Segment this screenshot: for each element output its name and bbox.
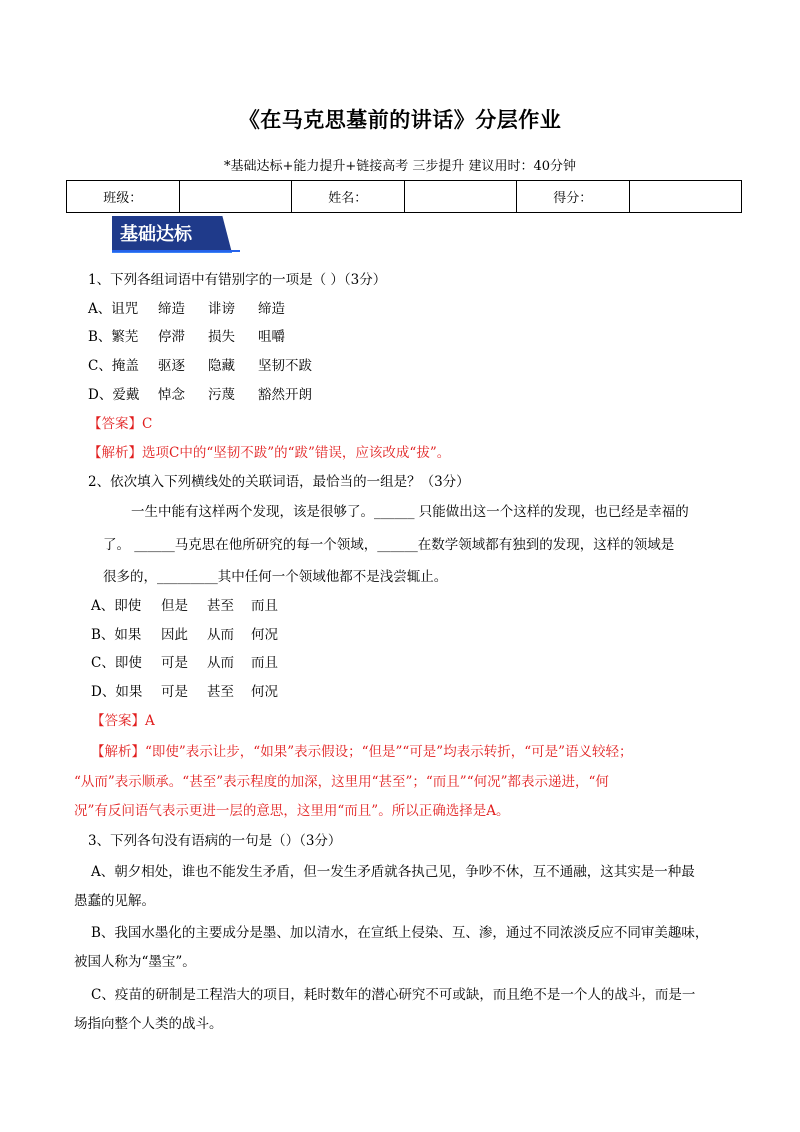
q2-b-0: B、如果	[91, 627, 142, 643]
name-field[interactable]	[404, 181, 517, 213]
info-table	[66, 180, 742, 213]
q1-a-0: A、诅咒	[88, 301, 139, 317]
q2-analysis-line-2: “从而”表示顺承。“甚至”表示程度的加深，这里用“甚至”；“而且”“何况”都表示递进，“何	[74, 774, 609, 790]
q2-b-2: 从而	[207, 627, 234, 643]
q2-b-1: 因此	[161, 627, 188, 643]
q1-answer	[88, 412, 152, 432]
page-title: 《在马克思墓前的讲话》分层作业	[238, 108, 562, 132]
q1-answer-tag: 【答案】	[88, 416, 142, 432]
q2-answer-value: A	[145, 713, 155, 729]
q2-c-0: C、即使	[91, 655, 142, 671]
q1-d-1: 悼念	[158, 387, 185, 403]
q2-answer-tag: 【答案】	[91, 713, 145, 729]
q1-c-1: 驱逐	[158, 358, 185, 374]
page-subtitle: *基础达标+能力提升+链接高考 三步提升 建议用时：40分钟	[223, 159, 577, 174]
q1-a-1: 缔造	[158, 301, 185, 317]
q2-b-3: 何况	[251, 627, 278, 643]
score-label: 得分：	[517, 181, 630, 213]
q2-d-3: 何况	[251, 684, 278, 700]
section-underline	[112, 250, 240, 252]
q2-c-1: 可是	[161, 655, 188, 671]
q2-a-3: 而且	[251, 598, 278, 614]
q1-c-0: C、掩盖	[88, 358, 139, 374]
q3-option-b-line-2: 被国人称为“墨宝”。	[74, 954, 196, 970]
class-field[interactable]	[179, 181, 292, 213]
q1-analysis-text: 选项C中的“坚韧不跋”的“跋”错误，应该改成“拔”。	[142, 445, 451, 461]
q2-passage-line-1: 一生中能有这样两个发现，该是很够了。______ 只能做出这一个这样的发现，也已经是幸福的	[131, 504, 689, 520]
q1-b-3: 咀嚼	[258, 329, 285, 345]
name-label: 姓名：	[292, 181, 405, 213]
q1-d-0: D、爱戴	[88, 387, 140, 403]
q1-answer-value: C	[142, 416, 153, 432]
q2-a-0: A、即使	[91, 598, 142, 614]
q1-stem: 1、下列各组词语中有错别字的一项是（ ）（3分）	[88, 272, 387, 288]
q2-passage-line-2: 了。 ______马克思在他所研究的每一个领域，______在数学领域都有独到的发现，这样的领域是	[103, 537, 675, 553]
q1-b-0: B、繁芜	[88, 329, 139, 345]
q2-analysis-text-1: “即使”表示让步，“如果”表示假设；“但是”“可是”均表示转折，“可是”语义较轻；	[145, 744, 633, 760]
q2-stem: 2、依次填入下列横线处的关联词语，最恰当的一组是？（3分）	[88, 474, 470, 490]
q2-a-2: 甚至	[207, 598, 234, 614]
q2-analysis-line-3: 况”有反问语气表示更进一层的意思，这里用“而且”。所以正确选择是A。	[74, 803, 510, 819]
q1-c-2: 隐藏	[208, 358, 235, 374]
q1-a-3: 缔造	[258, 301, 285, 317]
q3-option-c-line-2: 场指向整个人类的战斗。	[74, 1016, 223, 1032]
q1-analysis-tag: 【解析】	[88, 445, 142, 461]
score-field[interactable]	[629, 181, 742, 213]
q1-analysis	[88, 441, 450, 461]
q2-d-0: D、如果	[91, 684, 143, 700]
q2-passage-line-3: 很多的，_________其中任何一个领域他都不是浅尝辄止。	[103, 569, 448, 585]
q1-b-1: 停滞	[158, 329, 185, 345]
q3-option-a-line-2: 愚蠢的见解。	[74, 893, 155, 909]
q3-option-b-line-1: B、我国水墨化的主要成分是墨、加以清水，在宣纸上侵染、互、渗，通过不同浓淡反应不同审美趣味，	[91, 925, 709, 941]
q2-analysis-line-1	[91, 740, 633, 760]
q1-d-3: 豁然开朗	[258, 387, 312, 403]
q2-d-1: 可是	[161, 684, 188, 700]
q3-option-a-line-1: A、朝夕相处，谁也不能发生矛盾，但一发生矛盾就各执己见，争吵不休，互不通融，这其实是一种最	[91, 864, 695, 880]
class-label: 班级：	[67, 181, 180, 213]
q1-d-2: 污蔑	[208, 387, 235, 403]
q2-a-1: 但是	[161, 598, 188, 614]
q1-a-2: 诽谤	[208, 301, 235, 317]
q1-c-3: 坚韧不跋	[258, 358, 312, 374]
q2-c-3: 而且	[251, 655, 278, 671]
q3-option-c-line-1: C、疫苗的研制是工程浩大的项目，耗时数年的潜心研究不可或缺，而且绝不是一个人的战斗，而是一	[91, 987, 696, 1003]
q2-analysis-tag: 【解析】	[91, 744, 145, 760]
q2-d-2: 甚至	[207, 684, 234, 700]
q2-answer	[91, 709, 155, 729]
q2-c-2: 从而	[207, 655, 234, 671]
q3-stem: 3、下列各句没有语病的一句是（）（3分）	[88, 833, 342, 849]
q1-b-2: 损失	[208, 329, 235, 345]
section-label: 基础达标	[120, 224, 192, 245]
